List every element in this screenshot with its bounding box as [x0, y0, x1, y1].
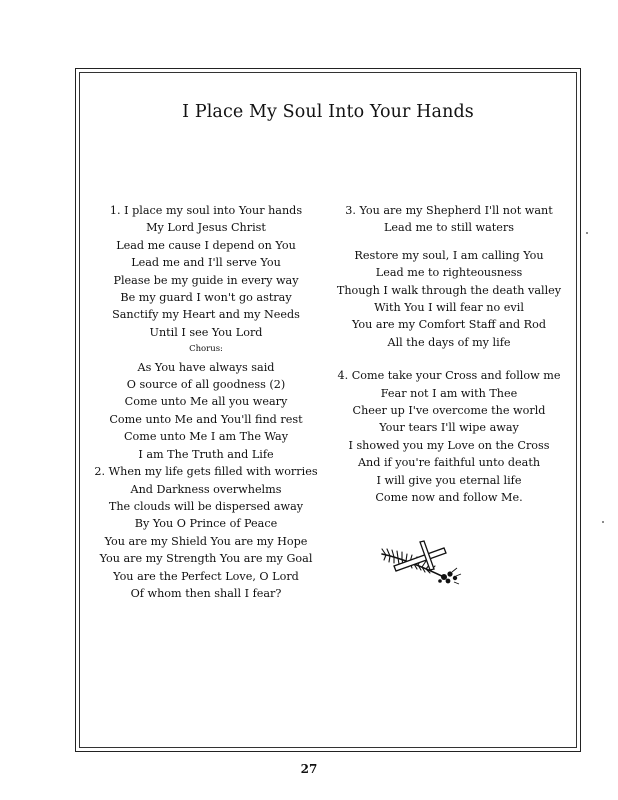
lyric-line: Though I walk through the death valley: [336, 283, 562, 297]
lyric-line: With You I will fear no evil: [374, 301, 524, 315]
lyric-line: You are my Shield You are my Hope: [104, 534, 308, 548]
lyric-line: Come unto Me all you weary: [124, 395, 288, 409]
lyric-line: Come now and follow Me.: [375, 491, 523, 505]
lyric-line: Cheer up I've overcome the world: [352, 404, 546, 418]
lyric-line: My Lord Jesus Christ: [146, 221, 266, 235]
lyric-line: You are my Strength You are my Goal: [99, 552, 313, 566]
lyric-line: Come unto Me and You'll find rest: [109, 412, 303, 426]
lyric-line: 1. I place my soul into Your hands: [109, 204, 303, 217]
right-column: [328, 202, 570, 507]
chorus: [90, 359, 322, 463]
song-title: I Place My Soul Into Your Hands: [182, 102, 474, 122]
lyric-line: Please be my guide in every way: [113, 273, 299, 287]
left-column: [90, 202, 322, 602]
cross-with-palm-branch-icon: [376, 536, 464, 586]
verse-3: [328, 202, 570, 351]
verse-4: [328, 367, 570, 506]
lyric-line: I will give you eternal life: [376, 473, 522, 487]
lyric-line: And if you're faithful unto death: [357, 456, 541, 470]
lyric-line: 4. Come take your Cross and follow me: [337, 369, 561, 383]
lyric-line: Fear not I am with Thee: [380, 386, 518, 400]
lyric-line: As You have always said: [137, 360, 275, 374]
lyric-line: Your tears I'll wipe away: [379, 421, 519, 435]
lyric-line: By You O Prince of Peace: [134, 517, 278, 531]
lyric-line: Be my guard I won't go astray: [120, 291, 292, 305]
page-number: 27: [300, 762, 318, 776]
lyric-line: I am The Truth and Life: [138, 447, 274, 461]
lyric-line: And Darkness overwhelms: [130, 482, 282, 496]
lyric-line: Lead me to still waters: [384, 221, 514, 235]
lyric-line: The clouds will be dispersed away: [108, 499, 304, 513]
lyric-line: Until I see You Lord: [149, 325, 263, 339]
lyric-line: Come unto Me I am The Way: [123, 430, 289, 444]
lyric-line: O source of all goodness (2): [126, 378, 286, 392]
lyric-line: You are the Perfect Love, O Lord: [113, 569, 299, 583]
lyric-line: All the days of my life: [387, 335, 511, 349]
lyric-line: You are my Comfort Staff and Rod: [351, 318, 547, 332]
lyric-line: Restore my soul, I am calling You: [354, 248, 544, 262]
lyric-line: Lead me and I'll serve You: [131, 256, 281, 270]
lyric-line: Sanctify my Heart and my Needs: [112, 308, 300, 322]
chorus-label: Chorus:: [189, 344, 223, 355]
lyric-line: Lead me to righteousness: [375, 266, 523, 280]
lyric-line: Lead me cause I depend on You: [116, 238, 296, 252]
lyric-line: Of whom then shall I fear?: [130, 586, 282, 600]
verse-2: [90, 463, 322, 602]
lyric-line: 3. You are my Shepherd I'll not want: [345, 204, 553, 217]
verse-1: [90, 202, 322, 341]
lyric-line: 2. When my life gets filled with worries: [94, 465, 318, 479]
lyric-line: I showed you my Love on the Cross: [348, 438, 550, 452]
